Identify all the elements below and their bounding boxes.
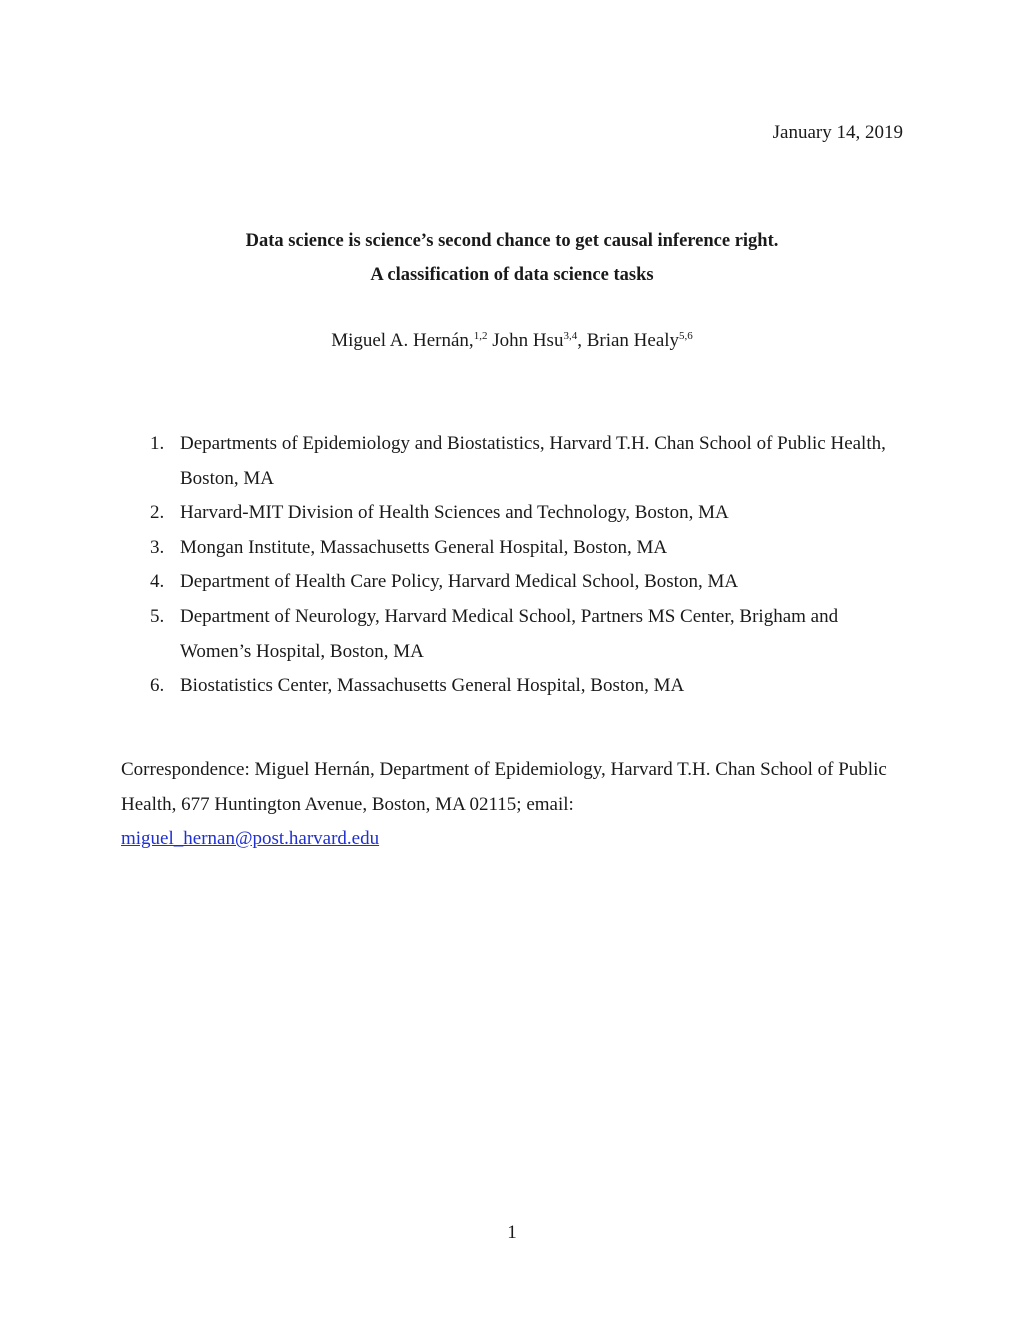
affiliation-text: Departments of Epidemiology and Biostatistics, Harvard T.H. Chan School of Public Health, Boston, MA: [180, 433, 886, 489]
affiliation-text: Biostatistics Center, Massachusetts General Hospital, Boston, MA: [180, 675, 685, 697]
page-number: 1: [507, 1222, 517, 1243]
paper-title: [0, 224, 1024, 292]
title-line-1: Data science is science’s second chance to get causal inference right.: [245, 231, 779, 251]
affiliation-number: 4.: [150, 571, 165, 593]
affiliation-number: 5.: [150, 605, 165, 627]
affiliation-text: Department of Neurology, Harvard Medical School, Partners MS Center, Brigham and Women’s Hospital, Boston, MA: [180, 605, 839, 662]
correspondence-text: Correspondence: Miguel Hernán, Department of Epidemiology, Harvard T.H. Chan School of Public Health, 677 Huntington Avenue, Boston, MA 02115; email:: [121, 759, 887, 815]
affiliation-item: [150, 427, 890, 496]
affiliation-number: 2.: [150, 502, 165, 524]
affiliation-text: Harvard-MIT Division of Health Sciences and Technology, Boston, MA: [180, 502, 729, 524]
affiliation-list: [150, 427, 890, 704]
affiliation-text: Department of Health Care Policy, Harvard Medical School, Boston, MA: [180, 571, 739, 593]
author-name: , Brian Healy: [577, 330, 680, 351]
affiliation-item: [150, 531, 890, 566]
email-link[interactable]: miguel_hernan@post.harvard.edu: [121, 828, 380, 850]
affiliation-item: [150, 496, 890, 531]
affiliation-number: 1.: [150, 433, 165, 454]
correspondence-block: [121, 753, 911, 857]
affiliation-item: [150, 600, 890, 669]
affiliation-number: 6.: [150, 675, 165, 697]
affiliation-text: Mongan Institute, Massachusetts General Hospital, Boston, MA: [180, 536, 668, 558]
affiliation-item: [150, 565, 890, 600]
document-date: January 14, 2019: [772, 122, 903, 143]
affiliation-number: 3.: [150, 536, 165, 558]
author-name: John Hsu: [487, 330, 564, 351]
author-name: Miguel A. Hernán,: [331, 330, 474, 351]
affiliation-item: [150, 669, 890, 704]
author-affiliation-marks: 1,2: [473, 330, 488, 342]
author-affiliation-marks: 5,6: [679, 330, 693, 342]
title-line-2: A classification of data science tasks: [370, 265, 654, 285]
author-affiliation-marks: 3,4: [563, 330, 578, 342]
author-list: [0, 326, 1024, 356]
